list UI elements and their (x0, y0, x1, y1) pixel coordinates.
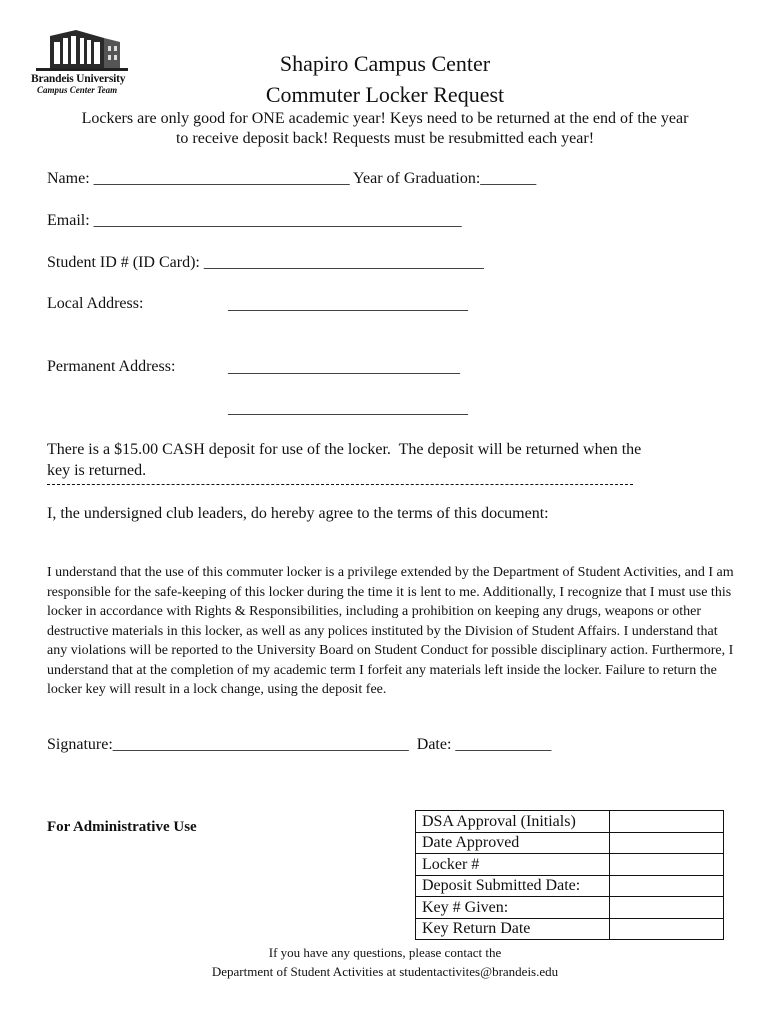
admin-row-label: Date Approved (416, 832, 610, 854)
terms-paragraph: I understand that the use of this commuter locker is a privilege extended by the Department of Student Activities, and I am responsible for the safe-keeping of this locker during the time it is lent to me. Additionally, I recognize that I must use this locker in accordance with Rights & Responsibilities, including a prohibition on keeping any drugs, weapons or other destructive materials in this locker, as well as any polices instituted by the Division of Student Affairs. I understand that any violations will be reported to the University Board on Student Conduct for possible disciplinary action. Furthermore, I understand that at the completion of my academic term I forfeit any materials left inside the locker. Failure to return the locker key will result in a lock change, using the deposit fee. (47, 565, 734, 697)
deposit-notice-line1: There is a $15.00 CASH deposit for use of the locker. The deposit will be returned when the (47, 441, 642, 458)
admin-row-value[interactable] (610, 854, 724, 876)
admin-row-label: Locker # (416, 854, 610, 876)
intro-line1: Lockers are only good for ONE academic year! Keys need to be returned at the end of the year (81, 110, 689, 127)
name-graduation-field[interactable]: Name: ________________________________ Year of Graduation:_______ (47, 170, 537, 187)
table-row (416, 875, 724, 897)
signature-date-field[interactable]: Signature:_____________________________________ Date: ____________ (47, 736, 552, 753)
page-title-line2: Commuter Locker Request (265, 82, 505, 107)
table-row (416, 897, 724, 919)
permanent-address-field-1[interactable]: _____________________________ (228, 359, 460, 376)
local-address-label: Local Address: (47, 295, 144, 312)
dashed-divider (47, 484, 633, 485)
intro-line2: to receive deposit back! Requests must be resubmitted each year! (175, 130, 595, 147)
logo-university-text: Brandeis University (31, 73, 126, 85)
admin-row-value[interactable] (610, 897, 724, 919)
page-title-line1: Shapiro Campus Center (279, 51, 491, 76)
agreement-intro: I, the undersigned club leaders, do hereby agree to the terms of this document: (47, 505, 549, 522)
permanent-address-label: Permanent Address: (47, 358, 176, 375)
admin-row-value[interactable] (610, 832, 724, 854)
student-id-field[interactable]: Student ID # (ID Card): ___________________________________ (47, 254, 484, 271)
admin-row-label: Deposit Submitted Date: (416, 875, 610, 897)
deposit-notice-line2: key is returned. (47, 462, 147, 479)
email-field[interactable]: Email: ______________________________________________ (47, 212, 462, 229)
admin-row-value[interactable] (610, 875, 724, 897)
table-row (416, 832, 724, 854)
permanent-address-field-2[interactable]: ______________________________ (228, 400, 468, 417)
admin-heading: For Administrative Use (47, 819, 197, 835)
admin-row-label: Key Return Date (416, 918, 610, 940)
admin-row-value[interactable] (610, 811, 724, 833)
admin-row-label: DSA Approval (Initials) (416, 811, 610, 833)
table-row (416, 854, 724, 876)
footer-line1: If you have any questions, please contact the (268, 945, 502, 960)
table-row (416, 811, 724, 833)
admin-row-label: Key # Given: (416, 897, 610, 919)
table-row (416, 918, 724, 940)
footer-contact: Department of Student Activities at studentactivites@brandeis.edu (211, 964, 559, 979)
admin-table (415, 810, 724, 940)
local-address-field[interactable]: ______________________________ (228, 296, 468, 313)
admin-row-value[interactable] (610, 918, 724, 940)
logo-team-text: Campus Center Team (37, 85, 118, 95)
